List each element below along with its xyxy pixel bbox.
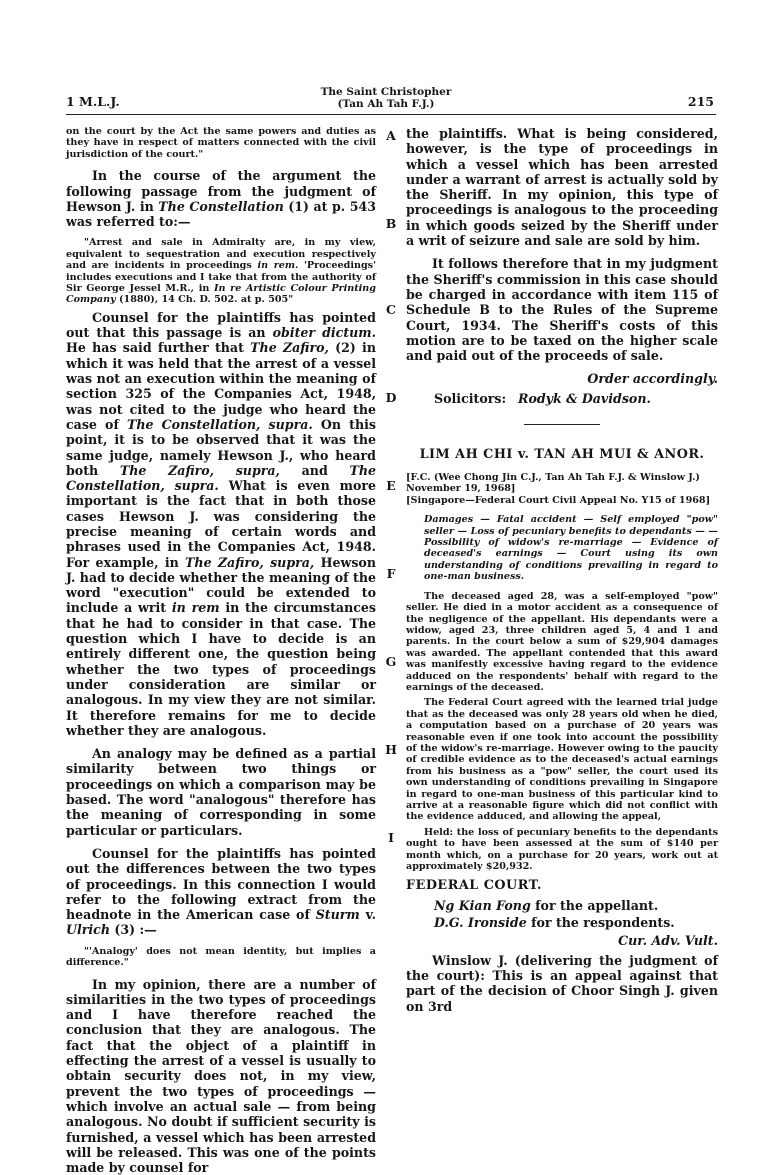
solicitors-line xyxy=(406,391,718,406)
order-text xyxy=(406,371,718,386)
margin-letter-h: H xyxy=(385,742,397,757)
paragraph-differences xyxy=(66,846,376,938)
text-run: 'Proceedings' includes executions and I take that from the authority of Sir George Jessel M.R., in xyxy=(66,260,377,295)
quote-continuation: on the court by the Act the same powers and duties as they have in respect of matters connected with the civil jurisdiction of the court." xyxy=(66,126,376,160)
margin-letter-c: C xyxy=(386,302,396,317)
paragraph-plaintiffs: the plaintiffs. What is being considered, however, is the type of proceedings in which a vessel which has been arrested under a warrant of arrest is actually sold by the Sheriff. In my opinion, this type of proceedings is analogous to the proceeding in which goods seized by the Sheriff under a writ of seizure and sale are sold by him. xyxy=(406,126,718,249)
text-run: (1) at p. 543 was referred to:— xyxy=(66,198,376,230)
federal-court-heading: FEDERAL COURT. xyxy=(406,878,542,894)
text-run: (2) in which it was held that the arrest of a vessel was not an execution within the meaning of section 325 of the Companies Act, 1948, was not cited to the judge who heard the case of xyxy=(66,340,376,432)
appeal-citation: [Singapore—Federal Court Civil Appeal No. Y15 of 1968] xyxy=(406,494,711,506)
order-accordingly: Order accordingly. xyxy=(587,371,718,387)
running-case-name: The Saint Christopher xyxy=(320,86,452,98)
text-run: (1880), 14 Ch. D. 502. at p. 505" xyxy=(115,294,294,306)
margin-letter-f: F xyxy=(386,566,396,581)
counsel-name: D.G. Ironside xyxy=(434,915,527,931)
paragraph-analogy-definition: An analogy may be defined as a partial similarity between two things or proceedings on which a comparison may be based. The word "analogous" therefore has the meaning of corresponding in some particular or particulars. xyxy=(66,746,376,838)
latin-term: in rem. xyxy=(257,260,299,272)
case-name: Ulrich xyxy=(66,922,111,938)
page-number: 215 xyxy=(687,94,714,109)
case-title: LIM AH CHI v. TAN AH MUI & ANOR. xyxy=(419,447,705,463)
margin-letter-d: D xyxy=(385,390,397,405)
cur-adv-text: Cur. Adv. Vult. xyxy=(618,933,718,949)
text-run: What is even more important is the fact that in both those cases Hewson J. was considering the precise meaning of certain words and phrases used in the Companies Act, 1948. For example, in xyxy=(66,478,376,570)
solicitors-name: Rodyk & Davidson. xyxy=(518,390,651,406)
text-run: (3) :— xyxy=(110,922,157,938)
text-run: v. xyxy=(359,907,376,923)
header-divider xyxy=(66,114,716,115)
case-name: Sturm xyxy=(315,907,360,923)
margin-letter-a: A xyxy=(386,128,396,143)
counsel-role: for the appellant. xyxy=(530,898,659,914)
running-judge: (Tan Ah Tah F.J.) xyxy=(337,98,435,110)
case-name: The Constellation, supra. xyxy=(127,416,313,432)
catchwords: Damages — Fatal accident — Self employed "pow" seller — Loss of pecuniary benefits to dependants — — Possibility of widow's re-marriage — Evidence of deceased's earnings — Court using its own understanding of conditions prevailing in regard to one-man business. xyxy=(424,514,718,583)
case-name: The Zafiro, supra, xyxy=(119,462,280,478)
held-label: Held: xyxy=(424,826,454,838)
case-name: In re Artistic Colour Printing Company xyxy=(66,283,376,306)
text-run: On this point, it is to be observed that it was the same judge, namely Hewson J., who heard both xyxy=(66,416,376,478)
cur-adv-vult xyxy=(406,933,718,948)
right-column xyxy=(406,126,718,1014)
text-run: in the circumstances that he had to consider in that case. The question which I have to decide is an entirely different one, the question being whether the two types of proceedings under consideration are similar or analogous. In my view they are not similar. It therefore remains for me to decide whether they are analogous. xyxy=(66,600,376,738)
text-run: Counsel for the plaintiffs has pointed out the differences between the two types of proceedings. In this connection I would refer to the following extract from the headnote in the American case of xyxy=(66,845,376,923)
text-run: Hewson J. had to decide whether the meaning of the word "execution" could be extended to include a writ xyxy=(66,554,376,616)
case-name: The Zafiro, xyxy=(250,340,329,356)
quote-analogy: "'Analogy' does not mean identity, but implies a difference." xyxy=(66,945,376,969)
text-run: and xyxy=(279,462,350,478)
left-column xyxy=(66,126,377,1175)
paragraph-conclusion: In my opinion, there are a number of similarities in the two types of proceedings and I have therefore reached the conclusion that they are analogous. The fact that the object of a plaintiff in effecting the arrest of a vessel is usually to obtain security does not, in my view, prevent the two types of proceedings — which involve an actual sale — from being analogous. No doubt if sufficient security is furnished, a vessel which has been arrested will be released. This was one of the points made by counsel for xyxy=(66,976,376,1175)
section-divider xyxy=(524,424,600,425)
judgment-start: Winslow J. (delivering the judgment of the court): This is an appeal against that part of the decision of Choor Singh J. given on 3rd xyxy=(406,952,718,1014)
paragraph-sheriff-commission: It follows therefore that in my judgment the Sheriff's commission in this case should be charged in accordance with item 115 of Schedule B to the Rules of the Supreme Court, 1934. The Sheriff's costs of this motion are to be taxed on the higher scale and paid out of the proceeds of sale. xyxy=(406,256,718,364)
court-citation: [F.C. (Wee Chong Jin C.J., Tan Ah Tah F.J. & Winslow J.) November 19, 1968] xyxy=(406,472,700,495)
headnote-held xyxy=(406,827,718,873)
held-text: the loss of pecuniary benefits to the dependants ought to have been assessed at the sum of $140 per month which, on a purchase for 20 years, work out at approximately $20,932. xyxy=(406,826,718,873)
counsel-respondents xyxy=(406,914,718,931)
text-run: He has said further that xyxy=(66,340,251,356)
counsel-role: for the respondents. xyxy=(526,915,675,931)
case-name: The Constellation, supra. xyxy=(66,462,376,494)
margin-letter-i: I xyxy=(388,830,394,845)
solicitors-label: Solicitors: xyxy=(434,390,507,406)
latin-term: in rem xyxy=(171,600,220,616)
margin-letter-b: B xyxy=(385,216,397,231)
headnote-decision: The Federal Court agreed with the learned trial judge that as the deceased was only 28 years old when he died, a computation based on a purchase of 20 years was reasonable even if one took into account the possibility of the widow's re-marriage. However owing to the paucity of credible evidence as to the deceased's actual earnings from his business as a "pow" seller, the court used its own understanding of conditions prevailing in Singapore in regard to one-man business of this particular kind to arrive at a reasonable figure which did not conflict with the evidence adduced, and allowing the appeal, xyxy=(406,697,718,823)
latin-term: obiter dictum. xyxy=(272,325,377,341)
text-run: Counsel for the plaintiffs has pointed out that this passage is an xyxy=(66,309,376,341)
case-name: The Constellation xyxy=(158,198,284,214)
journal-citation: 1 M.L.J. xyxy=(66,94,120,109)
counsel-name: Ng Kian Fong xyxy=(434,898,531,914)
text-run: "Arrest and sale in Admiralty are, in my view, equivalent to sequestration and execution respectively and are incidents in proceedings xyxy=(66,237,376,272)
case-name: The Zafiro, supra, xyxy=(185,554,315,570)
text-run: In the course of the argument the following passage from the judgment of Hewson J. in xyxy=(66,168,376,214)
headnote-facts: The deceased aged 28, was a self-employed "pow" seller. He died in a motor accident as a consequence of the negligence of the appellant. His dependants were a widow, aged 23, three children aged 5, 4 and 1 and parents. In the court below a sum of $29,904 damages was awarded. The appellant contended that this award was manifestly excessive having regard to the evidence adduced on the respondents' behalf with regard to the earnings of the deceased. xyxy=(406,590,718,693)
paragraph-obiter-dictum xyxy=(66,310,376,738)
quote-arrest-and-sale xyxy=(66,237,376,305)
counsel-appellant xyxy=(406,897,718,914)
running-case-title xyxy=(300,86,472,110)
margin-letter-g: G xyxy=(385,654,397,669)
paragraph-constellation-reference xyxy=(66,168,376,229)
margin-letter-e: E xyxy=(386,478,396,493)
